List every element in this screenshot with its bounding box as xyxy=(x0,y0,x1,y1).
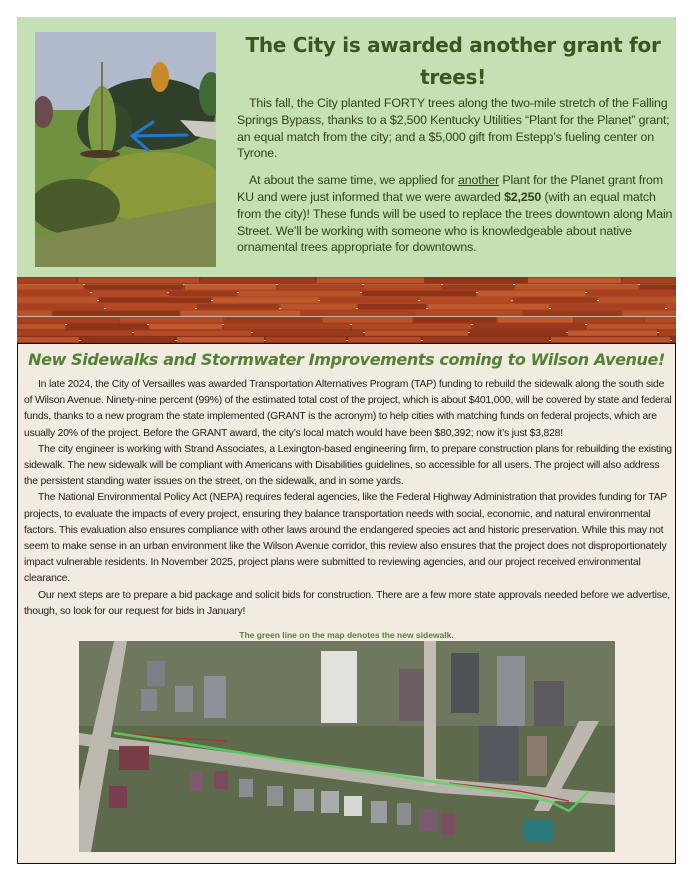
brick xyxy=(414,317,496,322)
brick xyxy=(659,330,676,335)
brick xyxy=(420,297,511,302)
brick xyxy=(423,337,549,342)
trees-article-body xyxy=(237,95,675,266)
building xyxy=(204,676,226,718)
brick xyxy=(364,284,441,289)
brick xyxy=(320,297,418,302)
building xyxy=(141,689,157,711)
brick xyxy=(17,304,104,309)
brick xyxy=(17,324,65,329)
tree-photo xyxy=(35,32,216,267)
brick xyxy=(17,278,76,283)
tree-photo-illustration xyxy=(35,32,216,267)
house xyxy=(294,789,314,811)
trees-article xyxy=(17,17,676,277)
p2-tail: (with an equal match from the city)! These funds will be used to replace the trees downtown along Main Street. We’ll be working with someone who is knowledgeable about native ornamental trees appropriate for downtowns. xyxy=(237,189,673,255)
brick xyxy=(587,324,676,329)
house xyxy=(214,771,228,789)
sidewalk-paragraph-2: The city engineer is working with Strand Associates, a Lexington-based engineering firm, to prepare construction plans for rebuilding the existing sidewalk. The new sidewalk will be compliant with Americans with Disabilities guidelines, so accessible for all users. The project will also address the persistent standing water issues on the street, on the sidewalk, and in some yards. xyxy=(24,443,672,488)
brick xyxy=(17,297,97,302)
brick xyxy=(587,291,676,296)
brick xyxy=(17,330,132,335)
parking-lot xyxy=(451,653,479,713)
aerial-map xyxy=(79,641,615,852)
brick xyxy=(99,297,211,302)
brick xyxy=(106,304,195,309)
brick xyxy=(17,311,51,316)
brick xyxy=(672,337,676,342)
brick xyxy=(134,330,251,335)
brick xyxy=(17,284,83,289)
brick-divider xyxy=(17,277,676,343)
brick xyxy=(365,330,468,335)
trees-article-title: The City is awarded another grant for trees! xyxy=(245,33,661,89)
brick xyxy=(17,291,90,296)
brick xyxy=(575,317,643,322)
brick xyxy=(149,324,222,329)
brick xyxy=(358,304,426,309)
brick xyxy=(177,337,264,342)
brick xyxy=(225,317,321,322)
brick xyxy=(302,311,414,316)
house xyxy=(239,779,253,797)
brick xyxy=(640,284,676,289)
brick xyxy=(551,337,670,342)
sidewalk-paragraph-4: Our next steps are to prepare a bid package and solicit bids for construction. There are a few more state approvals needed before we advertise, though, so look for our request for bids in January! xyxy=(24,589,670,617)
brick xyxy=(169,291,237,296)
p2-award-amount: $2,250 xyxy=(504,189,542,204)
building xyxy=(175,686,193,712)
building xyxy=(321,651,357,723)
brick xyxy=(278,284,362,289)
brick xyxy=(92,291,167,296)
building xyxy=(534,681,564,726)
cross-street xyxy=(424,641,436,786)
aerial-map-illustration xyxy=(79,641,615,852)
brick xyxy=(551,304,665,309)
brick xyxy=(443,284,513,289)
brick xyxy=(352,324,471,329)
house xyxy=(267,786,283,806)
p2-middle: Plant for the Planet grant from KU and were just informed that we were awarded xyxy=(237,173,663,204)
trees-paragraph-1: This fall, the City planted FORTY trees along the two-mile stretch of the Falling Springs Bypass, thanks to a $2,500 Kentucky Utilities “Plant for the Planet” grant; an equal match from the city; and a $5,000 gift from Estepp’s fueling center on Tyrone. xyxy=(237,96,670,161)
brick xyxy=(253,330,363,335)
building xyxy=(497,656,525,726)
brick-pattern xyxy=(17,277,676,343)
building xyxy=(147,661,165,686)
brick xyxy=(17,317,118,322)
brick xyxy=(348,337,421,342)
house xyxy=(109,786,127,808)
building xyxy=(527,736,547,776)
house xyxy=(419,809,437,831)
brick xyxy=(317,278,424,283)
sidewalk-article-body xyxy=(24,377,672,620)
brick xyxy=(53,311,179,316)
sidewalk-article-title: New Sidewalks and Stormwater Improvements coming to Wilson Avenue! xyxy=(28,350,665,369)
brick xyxy=(266,337,346,342)
house xyxy=(371,801,387,823)
brick xyxy=(120,317,223,322)
brick xyxy=(528,278,621,283)
brick xyxy=(478,291,585,296)
brick xyxy=(470,330,566,335)
brick xyxy=(428,304,549,309)
brick xyxy=(239,291,360,296)
brick xyxy=(197,304,279,309)
brick xyxy=(498,317,573,322)
brick xyxy=(568,330,657,335)
building xyxy=(524,819,554,841)
house xyxy=(441,813,455,835)
brick xyxy=(323,317,412,322)
sidewalk-article xyxy=(17,343,676,864)
trees-paragraph-2 xyxy=(237,172,675,256)
brick xyxy=(515,284,638,289)
house xyxy=(119,746,149,770)
brick xyxy=(181,311,300,316)
brick xyxy=(426,278,526,283)
autumn-tree xyxy=(151,62,169,92)
brick xyxy=(513,297,597,302)
brick xyxy=(78,278,199,283)
map-caption: The green line on the map denotes the new sidewalk. xyxy=(239,630,454,640)
p2-underlined-word: another xyxy=(458,173,500,188)
brick xyxy=(17,337,79,342)
brick xyxy=(362,291,476,296)
brick xyxy=(645,317,676,322)
house xyxy=(344,796,362,816)
house xyxy=(321,791,339,813)
brick xyxy=(473,324,585,329)
parking-lot xyxy=(479,726,519,781)
brick xyxy=(85,284,183,289)
brick xyxy=(185,284,276,289)
brick xyxy=(523,311,621,316)
brick xyxy=(416,311,521,316)
brick xyxy=(67,324,147,329)
house xyxy=(397,803,411,825)
brick xyxy=(623,311,676,316)
brick xyxy=(667,304,676,309)
brick xyxy=(623,278,676,283)
p2-lead: At about the same time, we applied for xyxy=(249,173,459,188)
brick xyxy=(213,297,318,302)
brick xyxy=(224,324,350,329)
sidewalk-paragraph-1: In late 2024, the City of Versailles was awarded Transportation Alternatives Program (TAP) funding to rebuild the sidewalk along the south side of Wilson Avenue. Ninety-nine percent (99%) of the estimated total cost of the project, which is about $401,000, will be covered by state and federal funds, thanks to a new program the state implemented (GRANT is the acronym) to help cities with matching funds on federal projects, which are usually 20% of the project. Before the GRANT award, the city’s local match would have been $80,392; now it’s just $3,828! xyxy=(24,379,672,439)
brick xyxy=(201,278,315,283)
brick xyxy=(599,297,676,302)
brick xyxy=(281,304,356,309)
brick xyxy=(81,337,175,342)
house xyxy=(189,771,203,791)
sidewalk-paragraph-3: The National Environmental Policy Act (NEPA) requires federal agencies, like the Federal Highway Administration that provides funding for TAP projects, to evaluate the impacts of every project, ensuring they balance transportation needs with social, economic, and natural environmental factors. This evaluation also ensures compliance with other laws around the endangered species act and historic preservation. While this may not seem to make sense in an urban environment like the Wilson Avenue corridor, this review also ensures that the project does not disproportionately impact vulnerable residents. In November 2025, project plans were submitted to reviewing agencies, and our project received environmental clearance. xyxy=(24,492,667,585)
